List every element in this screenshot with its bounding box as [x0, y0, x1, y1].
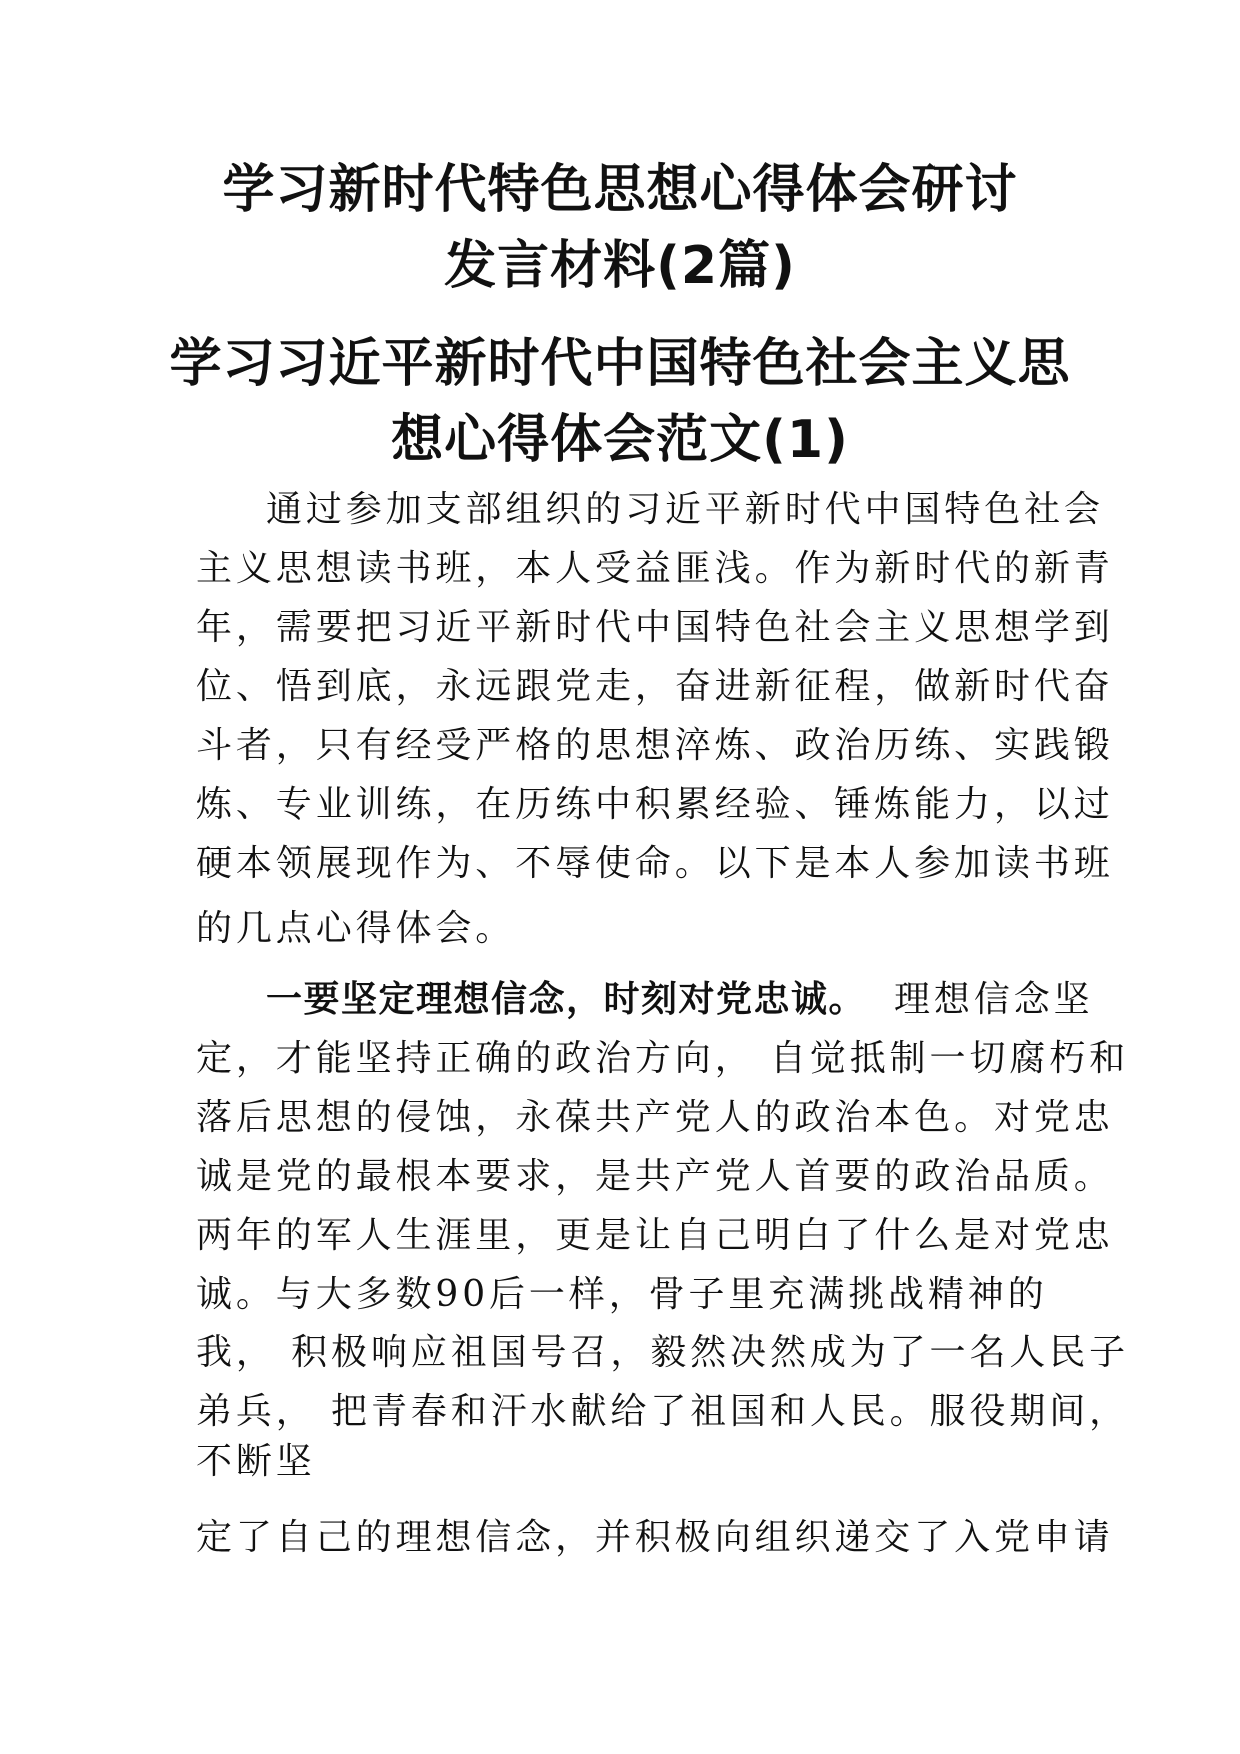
- paragraph-2-line: 弟兵， 把青春和汗水献给了祖国和人民。服役期间，: [196, 1391, 1130, 1432]
- paragraph-1-line: 位、悟到底，永远跟党走，奋进新征程，做新时代奋: [196, 666, 1114, 707]
- paragraph-2-line: 两年的军人生涯里，更是让自己明白了什么是对党忠: [196, 1215, 1114, 1256]
- paragraph-1-line: 斗者，只有经受严格的思想淬炼、政治历练、实践锻: [196, 725, 1114, 766]
- paragraph-1-line: 年，需要把习近平新时代中国特色社会主义思想学到: [196, 607, 1114, 648]
- paragraph-2-line: 落后思想的侵蚀，永葆共产党人的政治本色。对党忠: [196, 1097, 1114, 1138]
- paragraph-2-line: 我， 积极响应祖国号召，毅然决然成为了一名人民子: [196, 1332, 1130, 1373]
- paragraph-2-line: 定，才能坚持正确的政治方向， 自觉抵制一切腐朽和: [196, 1038, 1130, 1079]
- article-subtitle-line-1: 学习习近平新时代中国特色社会主义思: [169, 334, 1071, 394]
- paragraph-1-line: 的几点心得体会。: [196, 908, 516, 949]
- paragraph-2-line: 不断坚: [196, 1441, 316, 1482]
- paragraph-1-line: 硬本领展现作为、不辱使命。以下是本人参加读书班: [196, 843, 1114, 884]
- document-title-line-1: 学习新时代特色思想心得体会研讨: [222, 160, 1018, 220]
- section-heading: 一要坚定理想信念，时刻对党忠诚。: [266, 979, 867, 1020]
- paragraph-2-first-line: [266, 975, 1094, 1025]
- paragraph-1-line: 通过参加支部组织的习近平新时代中国特色社会: [266, 489, 1104, 530]
- document-title-line-2: 发言材料(2篇): [444, 236, 796, 296]
- paragraph-2-line: 定了自己的理想信念，并积极向组织递交了入党申请: [196, 1517, 1114, 1558]
- paragraph-2-line: 诚是党的最根本要求，是共产党人首要的政治品质。: [196, 1156, 1114, 1197]
- paragraph-1-line: 主义思想读书班，本人受益匪浅。作为新时代的新青: [196, 548, 1114, 589]
- paragraph-2-line: 诚。与大多数90后一样，骨子里充满挑战精神的: [196, 1274, 1048, 1315]
- article-subtitle-line-2: 想心得体会范文(1): [391, 410, 849, 470]
- paragraph-1-line: 炼、专业训练，在历练中积累经验、锤炼能力，以过: [196, 784, 1114, 825]
- paragraph-2-text: 理想信念坚: [894, 979, 1094, 1020]
